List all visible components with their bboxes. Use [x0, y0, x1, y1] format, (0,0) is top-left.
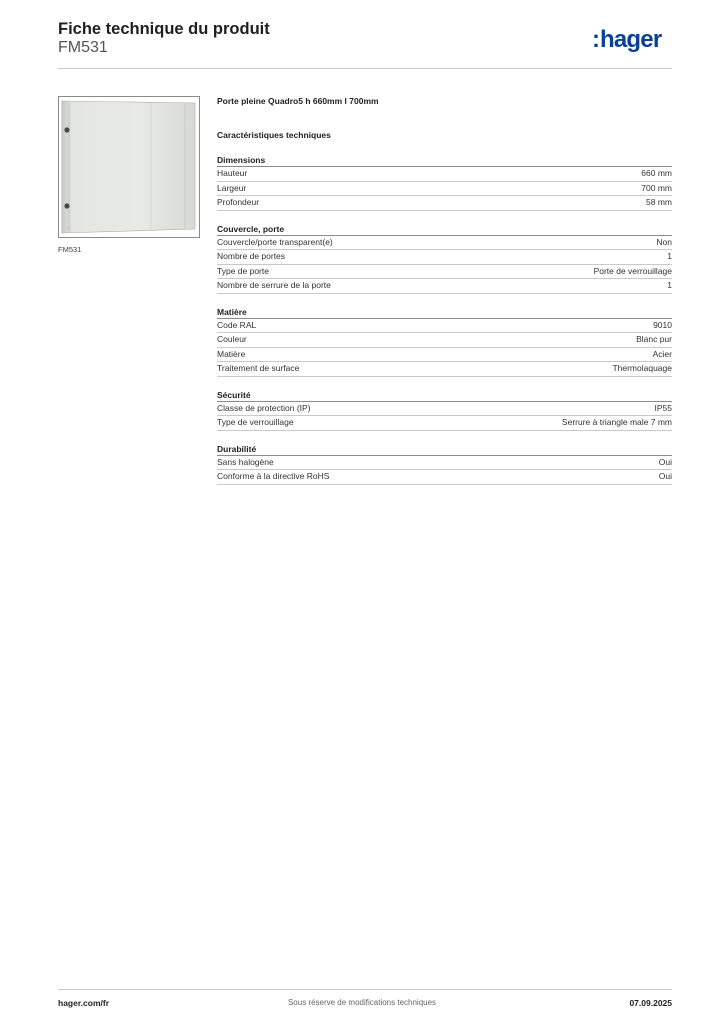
- spec-section: [217, 154, 672, 211]
- spec-label: Matière: [217, 348, 246, 359]
- spec-row: [217, 416, 672, 431]
- spec-row: [217, 470, 672, 485]
- spec-label: Nombre de portes: [217, 251, 286, 261]
- spec-label: Profondeur: [217, 197, 260, 207]
- hager-logo: [592, 26, 661, 54]
- spec-row: [217, 236, 672, 251]
- spec-label: Type de verrouillage: [217, 417, 294, 427]
- footer-notice: Sous réserve de modifications techniques: [287, 998, 437, 1007]
- spec-value: 1: [667, 280, 672, 290]
- spec-value: Oui: [658, 456, 672, 467]
- spec-value: Porte de verrouillage: [593, 265, 672, 276]
- spec-label: Code RAL: [217, 319, 257, 330]
- spec-label: Nombre de serrure de la porte: [217, 280, 331, 290]
- spec-label: Hauteur: [217, 168, 248, 178]
- spec-value: Oui: [658, 471, 672, 481]
- spec-row: [217, 279, 672, 294]
- spec-value: Thermolaquage: [612, 363, 672, 373]
- spec-value: Non: [656, 236, 672, 247]
- tech-characteristics-title: Caractéristiques techniques: [217, 130, 331, 140]
- product-image: [58, 96, 200, 238]
- product-reference: FM531: [58, 39, 108, 56]
- spec-value: 1: [667, 251, 672, 261]
- spec-content: [217, 96, 672, 485]
- spec-row: [217, 250, 672, 265]
- header-divider: [58, 68, 672, 69]
- section-title: Couvercle, porte: [217, 223, 672, 236]
- spec-row: [217, 167, 672, 182]
- spec-label: Couvercle/porte transparent(e): [217, 236, 333, 247]
- spec-row: [217, 402, 672, 417]
- spec-value: 58 mm: [646, 197, 672, 207]
- spec-value: IP55: [654, 402, 672, 413]
- spec-section: [217, 223, 672, 294]
- spec-row: [217, 348, 672, 363]
- spec-label: Couleur: [217, 334, 247, 344]
- spec-row: [217, 456, 672, 471]
- logo-dots: :: [592, 26, 600, 53]
- footer-divider: [58, 989, 672, 990]
- spec-row: [217, 362, 672, 377]
- spec-value: 700 mm: [641, 182, 672, 193]
- section-title: Durabilité: [217, 443, 672, 456]
- section-title: Dimensions: [217, 154, 672, 167]
- section-title: Matière: [217, 306, 672, 319]
- spec-label: Traitement de surface: [217, 363, 300, 373]
- product-name: Porte pleine Quadro5 h 660mm l 700mm: [217, 96, 379, 106]
- spec-section: [217, 389, 672, 431]
- spec-row: [217, 182, 672, 197]
- spec-value: Serrure à triangle male 7 mm: [561, 417, 672, 427]
- spec-section: [217, 443, 672, 485]
- spec-row: [217, 196, 672, 211]
- spec-value: 660 mm: [641, 168, 672, 178]
- spec-label: Sans halogène: [217, 456, 274, 467]
- footer-website[interactable]: hager.com/fr: [58, 998, 110, 1008]
- image-caption: FM531: [58, 245, 82, 254]
- spec-section: [217, 306, 672, 377]
- spec-label: Classe de protection (IP): [217, 402, 311, 413]
- spec-row: [217, 319, 672, 334]
- spec-label: Conforme à la directive RoHS: [217, 471, 330, 481]
- spec-row: [217, 333, 672, 348]
- spec-row: [217, 265, 672, 280]
- spec-value: Acier: [652, 348, 672, 359]
- spec-value: 9010: [653, 319, 672, 330]
- spec-value: Blanc pur: [636, 334, 672, 344]
- section-title: Sécurité: [217, 389, 672, 402]
- page-title: Fiche technique du produit: [58, 20, 270, 38]
- footer-date: 07.09.2025: [629, 998, 672, 1008]
- spec-label: Type de porte: [217, 265, 269, 276]
- logo-text: hager: [600, 26, 662, 53]
- spec-label: Largeur: [217, 182, 247, 193]
- spec-sections: [217, 154, 672, 485]
- door-panel-illustration: [59, 97, 199, 237]
